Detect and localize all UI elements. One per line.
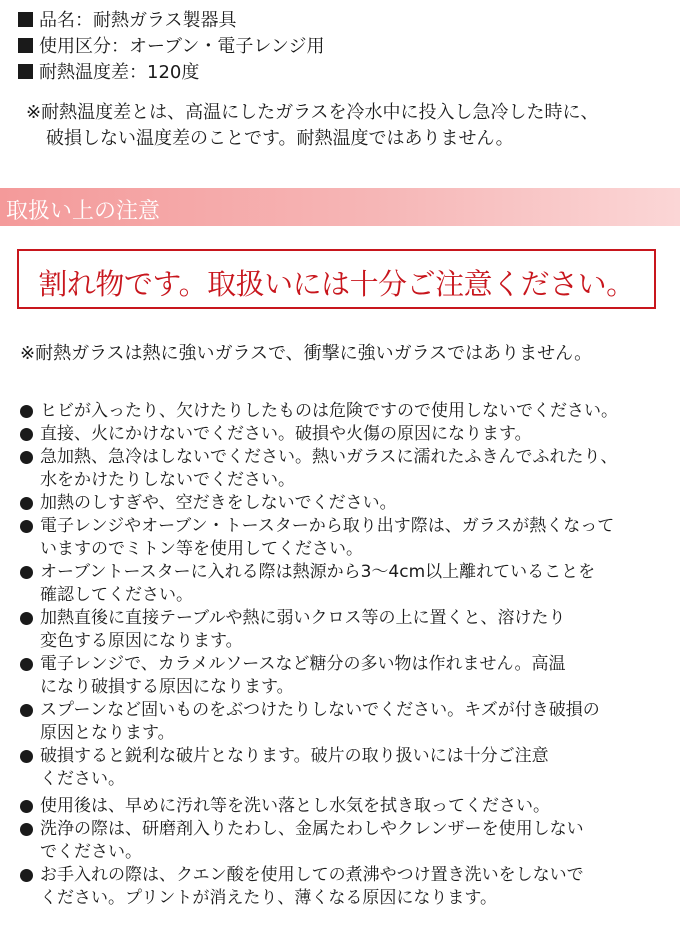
caution-text: 破損すると鋭利な破片となります。破片の取り扱いには十分ご注意 [40,746,549,766]
bullet-icon [20,497,33,510]
bullet-icon [20,566,33,579]
caution-text: いますのでミトン等を使用してください。 [40,539,363,559]
glass-note: ※耐熱ガラスは熱に強いガラスで、衝撃に強いガラスではありません。 [20,343,593,364]
caution-item [20,515,670,561]
caution-text: 電子レンジやオーブン・トースターから取り出す際は、ガラスが熱くなって [40,516,615,536]
spec-heat-resistance [18,62,199,84]
caution-text: スプーンなど固いものをぶつけたりしないでください。キズが付き破損の [40,700,600,720]
caution-item [20,699,670,745]
bullet-icon [20,869,33,882]
caution-item [20,423,670,446]
spec-note-line-2: 破損しない温度差のことです。耐熱温度ではありません。 [46,128,514,149]
caution-text: 急加熱、急冷はしないでください。熱いガラスに濡れたふきんでふれたり、 [40,447,618,467]
caution-text: 使用後は、早めに汚れ等を洗い落とし水気を拭き取ってください。 [40,796,550,816]
section-title: 取扱い上の注意 [6,199,161,224]
caution-text: 洗浄の際は、研磨剤入りたわし、金属たわしやクレンザーを使用しない [40,819,584,839]
caution-text: お手入れの際は、クエン酸を使用しての煮沸やつけ置き洗いをしないで [40,865,584,885]
bullet-icon [20,451,33,464]
caution-text: ください。 [40,769,125,789]
caution-item [20,607,670,653]
bullet-icon [20,405,33,418]
caution-text: 加熱のしすぎや、空だきをしないでください。 [40,493,397,513]
bullet-icon [20,658,33,671]
bullet-icon [20,750,33,763]
caution-text: 加熱直後に直接テーブルや熱に弱いクロス等の上に置くと、溶けたり [40,608,566,628]
caution-item [20,492,670,515]
square-bullet-icon [18,38,33,53]
warning-box [17,249,656,309]
spec-item-name [18,10,236,32]
caution-text: になり破損する原因になります。 [40,677,294,697]
square-bullet-icon [18,64,33,79]
bullet-icon [20,612,33,625]
bullet-icon [20,428,33,441]
caution-item [20,446,670,492]
caution-text: 変色する原因になります。 [40,631,243,651]
warning-text: 割れ物です。取扱いには十分ご注意ください。 [38,267,635,301]
caution-text: ください。プリントが消えたり、薄くなる原因になります。 [40,888,497,908]
spec-text: 使用区分：オーブン・電子レンジ用 [39,36,325,57]
bullet-icon [20,800,33,813]
caution-text: オーブントースターに入れる際は熱源から3～4cm以上離れていることを [40,562,596,582]
caution-item [20,864,670,910]
caution-item [20,795,670,818]
spec-text: 耐熱温度差：120度 [39,62,200,83]
caution-text: 確認してください。 [40,585,193,605]
section-header [0,188,680,226]
square-bullet-icon [18,12,33,27]
caution-list [20,400,670,910]
caution-text: ヒビが入ったり、欠けたりしたものは危険ですので使用しないでください。 [40,401,618,421]
spec-note-line-1: ※耐熱温度差とは、高温にしたガラスを冷水中に投入し急冷した時に、 [26,102,599,123]
caution-text: でください。 [40,842,142,862]
caution-item [20,400,670,423]
bullet-icon [20,823,33,836]
caution-item [20,561,670,607]
caution-item [20,653,670,699]
caution-text: 電子レンジで、カラメルソースなど糖分の多い物は作れません。高温 [40,654,566,674]
caution-item [20,818,670,864]
caution-text: 原因となります。 [40,723,175,743]
spec-usage [18,36,324,58]
caution-item [20,745,670,791]
spec-text: 品名：耐熱ガラス製器具 [39,10,237,31]
caution-text: 直接、火にかけないでください。破損や火傷の原因になります。 [40,424,532,444]
bullet-icon [20,520,33,533]
bullet-icon [20,704,33,717]
caution-text: 水をかけたりしないでください。 [40,470,295,490]
